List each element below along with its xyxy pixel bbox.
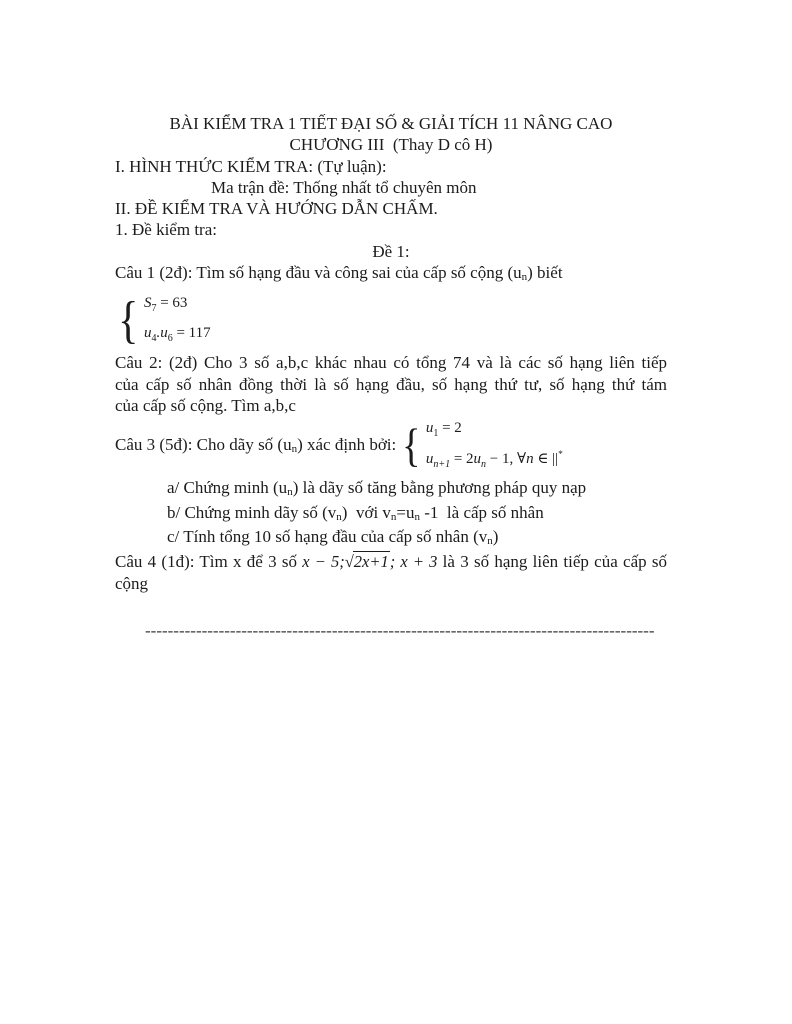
math-subscript: 6 [167,333,173,345]
math-subscript: n [481,458,487,470]
math-text: = 2 [438,420,462,437]
question-2-line-1: Câu 2: (2đ) Cho 3 số a,b,c khác nhau có tổng 74 và là các số hạng liên tiếp [115,353,667,373]
math-var: u [425,450,434,467]
question-1-equation-system [118,291,667,351]
math-var: .u [156,325,168,342]
equation-lines [426,418,563,475]
question-3-part-a [115,478,667,502]
question-4-line-2: cộng [115,573,149,593]
math-var: n [526,450,534,467]
part-a-subscript: n [287,486,293,499]
equation-s7 [144,291,211,321]
math-text: − 1, ∀ [486,450,527,467]
part-b-text: -1 là cấp số nhân [420,502,544,522]
math-text: = 63 [156,295,188,312]
math-var: u [425,420,434,437]
exam-1-heading: Đề 1: [372,241,410,261]
math-var: u [143,325,152,342]
equation-recurrence [426,445,563,476]
equation-u1 [426,418,563,445]
math-text: x − 5; [302,552,345,572]
question-4-text: Câu 4 (1đ): Tìm x để 3 số [115,552,303,572]
part-b-text: b/ Chứng minh dãy số (v [167,502,337,522]
part-c-text: c/ Tính tổng 10 số hạng đầu của cấp số nhân (v [167,527,488,547]
part-c-subscript: n [487,535,493,548]
question-3-equation-system [402,418,563,475]
math-subscript: 7 [151,303,157,315]
question-3-parts [115,478,667,551]
left-brace-icon: { [402,420,421,473]
question-1-text-after: ) biết [527,263,563,283]
math-text: = 2 [450,450,474,467]
question-4-math [302,552,437,571]
question-3-text [115,434,396,460]
item-1-heading: 1. Đề kiểm tra: [115,220,217,240]
question-2-line-3: của cấp số cộng. Tìm a,b,c [115,395,296,415]
question-1 [115,262,667,288]
question-4-text-after: là 3 số hạng liên tiếp của cấp số [437,552,667,572]
math-subscript: n+1 [433,458,451,470]
math-var: u [473,450,482,467]
math-var: S [143,295,152,312]
part-b-subscript: n [414,510,421,523]
math-subscript: 4 [151,333,157,345]
question-3 [115,418,667,475]
left-brace-icon: { [118,292,139,350]
question-1-text: Câu 1 (2đ): Tìm số hạng đầu và công sai của cấp số cộng (u [115,263,522,283]
equation-lines [144,291,211,351]
question-2-line-2: của cấp số nhân đồng thời là số hạng đầu, số hạng thứ tư, số hạng thứ tám [115,374,667,394]
math-text: ; x + 3 [389,552,438,572]
section-ii-heading: II. ĐỀ KIỂM TRA VÀ HƯỚNG DẪN CHẤM. [115,199,438,219]
title-line-1: BÀI KIỂM TRA 1 TIẾT ĐẠI SỐ & GIẢI TÍCH 11 NÂNG CAO [169,114,613,133]
question-4-line-1 [115,551,667,572]
math-subscript: 1 [433,428,439,440]
question-1-subscript: n [521,271,528,284]
equation-u4u6 [144,321,211,351]
radical-icon: √ [344,552,354,572]
title-line-2: CHƯƠNG III (Thay D cô H) [289,135,493,155]
part-b-text: ) với v [341,502,391,522]
section-i-heading: I. HÌNH THỨC KIỂM TRA: (Tự luận): [115,156,387,176]
part-b-subscript: n [336,510,342,523]
question-3-text-run: Câu 3 (5đ): Cho dãy số (u [115,434,292,454]
math-text: = 117 [172,325,211,342]
question-3-text-after: ) xác định bởi: [297,434,397,454]
radicand: 2x+1 [353,552,389,572]
matrix-note: Ma trận đề: Thống nhất tổ chuyên môn [211,177,477,197]
math-text: ∈ || [533,450,559,467]
question-3-part-c [115,527,667,551]
part-b-text: =u [396,502,415,522]
part-a-text-after: ) là dãy số tăng bằng phương pháp quy nạp [292,478,587,498]
question-3-subscript: n [291,442,298,455]
math-superscript: * [558,449,563,460]
part-c-text-after: ) [492,527,499,547]
part-a-text: a/ Chứng minh (u [167,478,288,498]
dashed-divider: ------------------------------------------------------------------------------------------ [145,621,655,641]
part-b-subscript: n [390,510,397,523]
question-3-part-b [115,503,667,527]
